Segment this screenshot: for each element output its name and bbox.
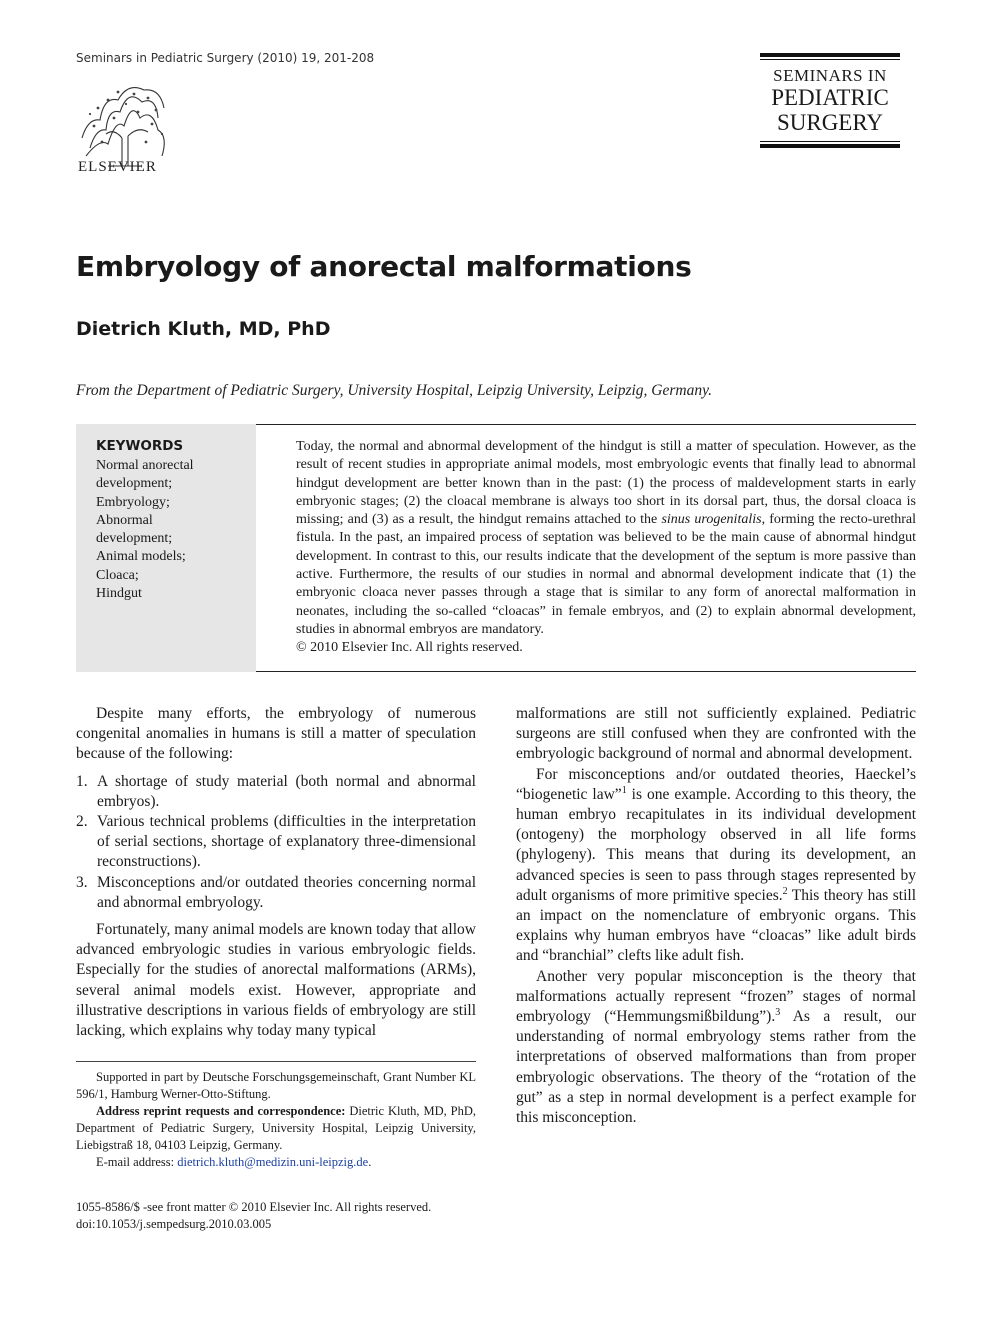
list-item-text: Various technical problems (difficulties in the interpretation of serial sections, shortage of explanatory three-dimensional reconstructions).	[97, 813, 476, 871]
journal-name-line1: SEMINARS IN	[773, 66, 887, 85]
abstract-copyright: © 2010 Elsevier Inc. All rights reserved.	[296, 640, 523, 656]
abstract-bottom-rule	[256, 671, 916, 672]
list-item	[76, 873, 476, 913]
para2-text-c: This theory has still an impact on the nomenclature of embryonic organs. This explains why human embryos have “cloacas” like adult birds and “branchial” clefts like adult fish.	[516, 886, 916, 965]
list-item-number: 2.	[76, 813, 88, 831]
body-paragraph-2: Fortunately, many animal models are known today that allow advanced embryologic studies in various embryologic fields. Especially for the studies of anorectal malformations (ARMs), several animal models exist. However, appropriate and illustrative descriptions in various fields of embryology are still lacking, which explains why today many typical	[76, 921, 476, 1040]
issn-block	[76, 1199, 431, 1233]
body-right-paragraph-3	[516, 967, 916, 1129]
abstract-top-rule	[256, 424, 916, 425]
list-item-number: 3.	[76, 873, 88, 891]
article-author: Dietrich Kluth, MD, PhD	[76, 318, 331, 340]
journal-name-line2: PEDIATRIC	[771, 85, 889, 110]
body-right-paragraph-1: malformations are still not sufficiently explained. Pediatric surgeons are still confused when they are confronted with the embryologic background of normal and abnormal development.	[516, 705, 916, 763]
keyword-item: Hindgut	[96, 586, 142, 602]
list-item	[76, 772, 476, 812]
list-item	[76, 812, 476, 873]
keyword-item: Normal anorectal	[96, 458, 194, 473]
keyword-item: development;	[96, 531, 173, 547]
keyword-item: Embryology;	[96, 494, 170, 510]
keywords-list	[96, 457, 194, 603]
footnote-address	[76, 1103, 476, 1154]
footnote-support: Supported in part by Deutsche Forschungsgemeinschaft, Grant Number KL 596/1, Hamburg Werner-Otto-Stiftung.	[76, 1070, 476, 1101]
journal-rule-top	[760, 53, 900, 57]
body-column-right	[516, 704, 916, 1128]
body-right-paragraph-2	[516, 765, 916, 967]
footnote-email	[76, 1154, 476, 1171]
article-affiliation: From the Department of Pediatric Surgery, University Hospital, Leipzig University, Leipzig, Germany.	[76, 382, 713, 399]
journal-rule-top-thin	[760, 59, 900, 60]
keyword-item: Cloaca;	[96, 567, 139, 583]
publisher-name: ELSEVIER	[78, 159, 157, 175]
reference-3[interactable]: 3	[775, 1006, 781, 1018]
email-link[interactable]: dietrich.kluth@medizin.uni-leipzig.de	[177, 1155, 369, 1169]
para2-text-b: is one example. According to this theory, the human embryo recapitulates in its individual development (ontogeny) the morphology observed in all life forms (phylogeny). This means that during its development, an advanced species is seen to pass through stages represented by adult organisms of more primitive species.	[516, 785, 917, 904]
keyword-item: Abnormal	[96, 512, 153, 528]
para3-text-b: As a result, our understanding of normal embryology stems rather from the interpretations of observed malformations than from proper embryologic observations. The theory of the “rotation of the gut” as a step in normal development is a perfect example for this misconception.	[516, 1008, 916, 1127]
reference-1[interactable]: 1	[621, 784, 627, 796]
footnote	[76, 1069, 476, 1171]
journal-citation: Seminars in Pediatric Surgery (2010) 19, 201-208	[76, 51, 375, 65]
para2-text-a: For misconceptions and/or outdated theories, Haeckel’s “biogenetic law”	[516, 765, 916, 803]
footnote-email-end: .	[368, 1155, 372, 1169]
keyword-item: Animal models;	[96, 549, 186, 565]
abstract-italic-term: sinus urogenitalis	[661, 512, 762, 528]
abstract	[296, 438, 916, 658]
abstract-text-b: , forming the recto-urethral fistula. In the past, an impaired process of septation was believed to be the main cause of abnormal hindgut development. In contrast to this, our results indicate that the development of the septum is more passive than active. Furthermore, the results of our studies in normal and abnormal development indicate that (1) the embryonic cloaca never passes through a stage that is similar to any form of anorectal malformation in neonates, including the so-called “cloacas” in female embryos, and (2) to explain abnormal development, studies in abnormal embryos are mandatory.	[296, 512, 916, 637]
journal-logo	[760, 53, 900, 148]
journal-name-line3: SURGERY	[776, 110, 884, 135]
keywords-box	[76, 424, 256, 672]
journal-rule-bottom	[760, 144, 900, 148]
journal-rule-bottom-thin	[760, 141, 900, 142]
list-item-text: Misconceptions and/or outdated theories concerning normal and abnormal embryology.	[97, 873, 476, 911]
issn-line: 1055-8586/$ -see front matter © 2010 Elsevier Inc. All rights reserved.	[76, 1200, 432, 1214]
footnote-address-text: Dietric Kluth, MD, PhD, Department of Pediatric Surgery, University Hospital, Leipzig University, Liebigstraß 18, 04103 Leipzig, Germany.	[76, 1104, 476, 1152]
keyword-item: development;	[96, 476, 173, 492]
body-numbered-list	[76, 772, 476, 913]
article-title: Embryology of anorectal malformations	[76, 250, 692, 283]
list-item-text: A shortage of study material (both normal and abnormal embryos).	[97, 772, 476, 810]
body-column-left	[76, 704, 476, 1041]
footnote-rule	[76, 1061, 476, 1062]
abstract-text-a: Today, the normal and abnormal development of the hindgut is still a matter of speculation. However, as the result of recent studies in appropriate animal models, most embryologic events that finally lead to abnormal hindgut development are better known than in the past: (1) the process of maldevelopment starts in early embryonic stages; (2) the cloacal membrane is always too short in its dorsal part, thus, the dorsal cloaca is missing; and (3) as a result, the hindgut remains attached to the	[296, 439, 916, 528]
keywords-heading: KEYWORDS	[96, 438, 184, 454]
doi-line[interactable]: doi:10.1053/j.sempedsurg.2010.03.005	[76, 1217, 272, 1231]
reference-2[interactable]: 2	[782, 885, 788, 897]
footnote-address-label: Address reprint requests and correspondence:	[96, 1104, 346, 1118]
para3-text-a: Another very popular misconception is the theory that malformations actually represent “frozen” stages of normal embryology (“Hemmungsmißbildung”).	[516, 967, 916, 1026]
body-intro-paragraph: Despite many efforts, the embryology of numerous congenital anomalies in humans is still a matter of speculation because of the following:	[76, 705, 476, 763]
abstract-text	[296, 438, 916, 639]
list-item-number: 1.	[76, 772, 88, 790]
footnote-email-label: E-mail address:	[96, 1155, 178, 1169]
